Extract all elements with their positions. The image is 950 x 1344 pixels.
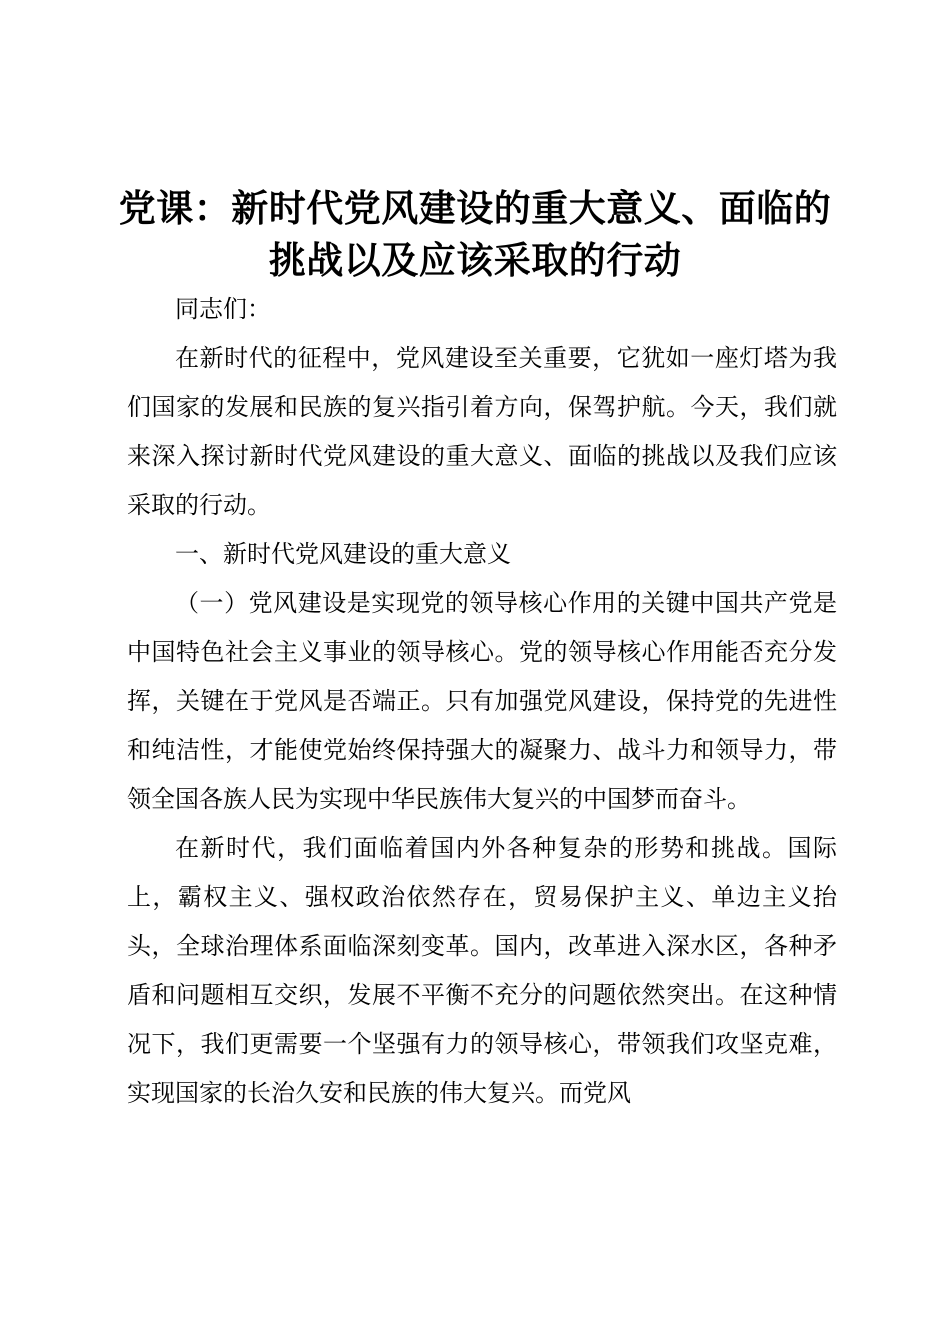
body-paragraph: 在新时代，我们面临着国内外各种复杂的形势和挑战。国际上，霸权主义、强权政治依然存在，贸易保护主义、单边主义抬头，全球治理体系面临深刻变革。国内，改革进入深水区，各种矛盾和问题相互交织，发展不平衡不充分的问题依然突出。在这种情况下，我们更需要一个坚强有力的领导核心，带领我们攻坚克难，实现国家的长治久安和民族的伟大复兴。而党风 [127,834,837,1107]
salutation-paragraph: 同志们： [175,295,271,323]
section-heading-1: 一、新时代党风建设的重大意义 [175,540,511,568]
document-title: 党课：新时代党风建设的重大意义、面临的挑战以及应该采取的行动 [118,186,832,282]
intro-paragraph: 在新时代的征程中，党风建设至关重要，它犹如一座灯塔为我们国家的发展和民族的复兴指引着方向，保驾护航。今天，我们就来深入探讨新时代党风建设的重大意义、面临的挑战以及我们应该采取的行动。 [127,344,837,519]
document-body [127,285,837,1118]
subsection-paragraph-1: （一）党风建设是实现党的领导核心作用的关键中国共产党是中国特色社会主义事业的领导核心。党的领导核心作用能否充分发挥，关键在于党风是否端正。只有加强党风建设，保持党的先进性和纯洁性，才能使党始终保持强大的凝聚力、战斗力和领导力，带领全国各族人民为实现中华民族伟大复兴的中国梦而奋斗。 [127,589,837,813]
